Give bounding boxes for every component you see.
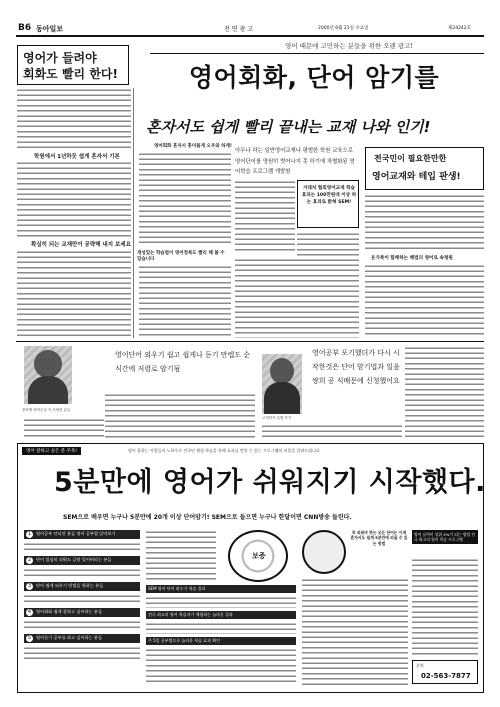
middle-body-text-2 <box>139 265 231 338</box>
bottom-ad-frame <box>17 443 484 693</box>
right-subhead: 온가족이 함께하는 해법의 영어로 속청원 <box>371 256 453 261</box>
masthead <box>16 22 484 34</box>
list-item-number: 2 <box>27 557 32 563</box>
middle-head-2: 개성있는 학습법이 영어정복도 빨리 해 볼 수 있습니다 <box>137 251 225 262</box>
left-section2-title: 확실히 되는 교재만이 공략해 내지 보세요 <box>31 242 131 248</box>
left-title-line2: 회화도 빨리 한다! <box>23 67 118 81</box>
bottom-middle-text-2 <box>146 596 296 608</box>
list-item-number: 4 <box>27 609 32 615</box>
list-item-body <box>24 594 140 604</box>
list-item <box>24 634 140 643</box>
masthead-rule <box>16 35 484 37</box>
list-item-number: 1 <box>27 531 32 537</box>
testimonial-body-2 <box>262 424 402 438</box>
right-bottom-text-1 <box>302 578 408 686</box>
callout-box <box>297 180 359 228</box>
bottom-headline: 5분만에 영어가 쉬워지기 시작했다. <box>54 467 486 498</box>
left-section1-title: 학원에서 1년하듯 쉽게 혼자서 기본 <box>34 154 120 160</box>
person-photo-icon <box>270 358 294 384</box>
issue-number: 제24242호 <box>448 26 472 31</box>
badge-circle-icon <box>302 530 346 574</box>
center-body-text-1 <box>235 180 295 254</box>
bottom-subline: SEM으로 배우면 누구나 5분만에 20개 이상 단어암기! SEM으로 들으면 누구나 한달이면 CNN방송 들린다. <box>63 514 352 521</box>
list-item <box>24 530 140 539</box>
callout-text: 거래처 협회영어교재 학습 효과는 100만원대 이상 하는 효과로 밝혀 SEM! <box>301 186 357 205</box>
list-item-label: 영어듣기 공부를 하고 싶어하는 분들 <box>36 635 103 640</box>
center-body-text-3 <box>235 258 359 338</box>
banner-subheadline: 혼자서도 쉽게 빨리 끝내는 교재 나와 인기! <box>146 118 431 136</box>
phone-label: 문의 <box>416 663 424 668</box>
right-box-line2: 영어교재와 테입 판생! <box>372 172 461 182</box>
column-divider <box>133 88 134 338</box>
left-body-text-1 <box>17 88 131 148</box>
bottom-middle-text-3 <box>146 622 296 634</box>
testimonial-side-text <box>405 346 484 438</box>
bottom-intro-text: 영어 잘하는 사람들의 노하우로 전국민 체험 학습을 통해 효과를 맛볼 수 있는 프로그램의 비밀을 알려드립니다 <box>128 448 320 453</box>
person-photo-icon <box>34 350 62 378</box>
right-highlight-box <box>365 147 484 190</box>
person-body-icon <box>28 376 68 404</box>
right-bottom-text-2 <box>412 558 478 656</box>
testimonial-body-1a <box>24 418 104 438</box>
list-item-label: 단어 쉽게 외우기 방법을 원하는 분들 <box>36 583 104 588</box>
paper-name: 동아일보 <box>36 25 64 33</box>
banner-rule <box>150 53 484 54</box>
bottom-middle-text-4 <box>146 648 296 684</box>
section-divider <box>16 341 484 342</box>
bottom-ad-tag: 영어 잘하고 싶은 분 주목! <box>22 447 81 455</box>
lead-paragraph: 아무나 하는 일반영어교재나 평범한 학원 교육으로 영어단어를 영원히 벗어나지 못 하기에 차별화된 영어학습 프로그램 개발함 <box>235 148 355 175</box>
phone-number[interactable]: 02-563-7877 <box>421 672 471 680</box>
list-item-label: 영어공부 안되던 분들 영어 공부법 알아보기 <box>36 531 116 536</box>
list-item-body <box>24 542 140 552</box>
left-body-text-3 <box>17 250 131 336</box>
right-box-line1: 전국민이 필요한만한 <box>374 154 447 163</box>
middle-head-1: 영어회화 혼자서 흥미롭게 오우와 하게! <box>154 144 232 149</box>
left-title-box <box>17 45 129 85</box>
list-item-number: 3 <box>27 583 32 589</box>
list-item-body <box>24 620 140 630</box>
mid-item-2: 전국 최고의 영어 학습자가 체험하는 놀라운 결과 <box>146 611 296 619</box>
list-item-body <box>24 568 140 578</box>
banner-kicker: 영어 때문에 고민하는 분들을 위한 오랜 광고! <box>284 42 414 50</box>
bottom-middle-text-1 <box>146 530 216 582</box>
right-body-text-2 <box>365 264 484 338</box>
mid-item-1: SEM 영어 단어 외우기 학습 결과 <box>146 585 296 593</box>
left-title-line1: 영어가 들려야 <box>23 51 97 65</box>
issue-date: 2000년 6월 21일 수요일 <box>318 26 369 31</box>
testimonial-body-1b <box>105 393 255 438</box>
mid-item-3: 주 5일 공부법으로 놀라운 학습 효과 확인 <box>146 637 296 645</box>
testimonial-quote-1: 영어단어 외우기 쉽고 쉽게나 듣기 만렙도 순식간에 저렴로 암기됨 <box>115 351 251 373</box>
page-number: B6 <box>18 23 32 33</box>
testimonial-caption-1: 중학생 영어수업 꼭 사랑한 분들 <box>22 408 71 412</box>
banner-headline: 영어회화, 단어 암기를 <box>188 63 440 92</box>
testimonial-quote-2: 영어공부 포기했더가 다시 시작한것은 단어 암기법과 일음쌍희 공 식배문에 신청했어요 <box>312 349 400 385</box>
seal-text: 보증 <box>252 551 266 560</box>
left-body-text-2 <box>17 161 131 237</box>
person-body-icon <box>264 382 300 414</box>
list-item-number: 5 <box>27 635 32 641</box>
list-item-label: 단어 열심히 외워도 금방 잊어버리는 분들 <box>36 557 112 562</box>
section-label: 전면광고 <box>224 26 256 33</box>
list-item <box>24 582 140 591</box>
list-item-label: 영어회화 쉽게 잘하고 싶어하는 분들 <box>36 609 103 614</box>
badge-text: 꼭 외워야 하는 모든 단어는 이제 혼자서도 쉽게 5분만에 외울 수 있는 방법 <box>350 530 408 546</box>
seal-icon <box>228 530 288 582</box>
list-item <box>24 556 140 565</box>
right-top-callout: 영어 실력이 상위 5%가 되는 방법 전국 최고의 영어 학습 프로그램 <box>412 530 478 544</box>
list-item-body <box>24 646 140 660</box>
testimonial-caption-2: 고객만족 특별 후기 <box>262 416 292 420</box>
list-item <box>24 608 140 617</box>
middle-body-text-1 <box>139 152 231 244</box>
contact-box[interactable] <box>412 660 478 684</box>
right-body-text-1 <box>365 194 484 252</box>
